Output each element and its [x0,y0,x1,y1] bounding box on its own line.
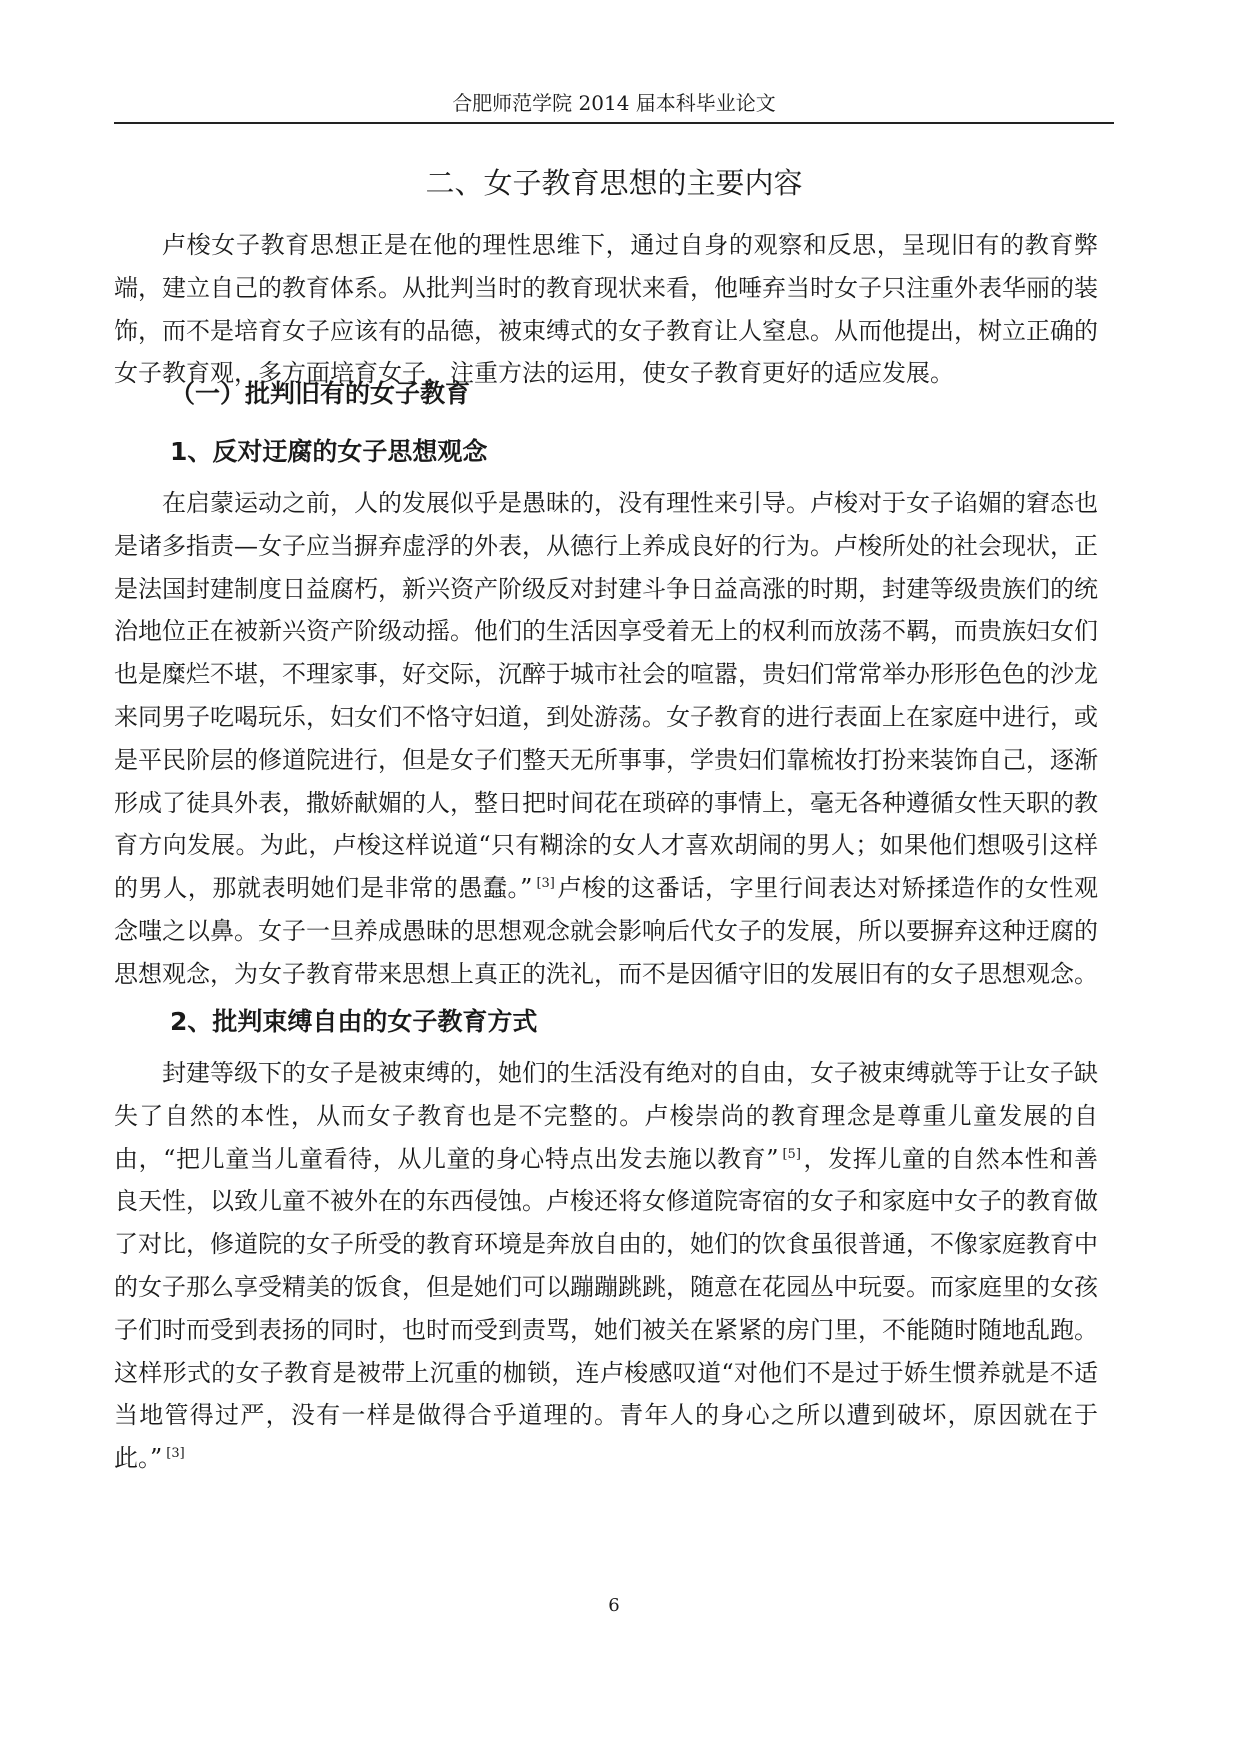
subsection-2-text-b: ，发挥儿童的自然本性和善良天性，以致儿童不被外在的东西侵蚀。卢梭还将女修道院寄宿的女子和家庭中女子的教育做了对比，修道院的女子所受的教育环境是奔放自由的，她们的饮食虽很普通，不像家庭教育中的女子那么享受精美的饭食，但是她们可以蹦蹦跳跳，随意在花园丛中玩耍。而家庭里的女孩子们时而受到表扬的同时，也时而受到责骂，她们被关在紧紧的房门里，不能随时随地乱跑。这样形式的女子教育是被带上沉重的枷锁，连卢梭感叹道“对他们不是过于娇生惯养就是不适当地管得过严，没有一样是做得合乎道理的。青年人的身心之所以遭到破坏，原因就在于此。” [114,1144,1098,1473]
subsection-2-paragraph [114,1052,1098,1480]
citation-ref: [3] [536,876,555,892]
subsection-2-text-a: 封建等级下的女子是被束缚的，她们的生活没有绝对的自由，女子被束缚就等于让女子缺失了自然的本性，从而女子教育也是不完整的。卢梭崇尚的教育理念是尊重儿童发展的自由，“把儿童当儿童看待，从儿童的身心特点出发去施以教育” [114,1059,1098,1173]
citation-ref: [5] [782,1146,801,1162]
subsection-heading-1: 1、反对迂腐的女子思想观念 [170,437,488,466]
running-header [114,84,1114,124]
running-header-title: 合肥师范学院 2014 届本科毕业论文 [452,91,776,115]
subsection-1-text-a: 在启蒙运动之前，人的发展似乎是愚昧的，没有理性来引导。卢梭对于女子谄媚的窘态也是诸多指责—女子应当摒弃虚浮的外表，从德行上养成良好的行为。卢梭所处的社会现状，正是法国封建制度日益腐朽，新兴资产阶级反对封建斗争日益高涨的时期，封建等级贵族们的统治地位正在被新兴资产阶级动摇。他们的生活因享受着无上的权利而放荡不羁，而贵族妇女们也是糜烂不堪，不理家事，好交际，沉醉于城市社会的喧嚣，贵妇们常常举办形形色色的沙龙来同男子吃喝玩乐，妇女们不恪守妇道，到处游荡。女子教育的进行表面上在家庭中进行，或是平民阶层的修道院进行，但是女子们整天无所事事，学贵妇们靠梳妆打扮来装饰自己，逐渐形成了徒具外表，撒娇献媚的人，整日把时间花在琐碎的事情上，毫无各种遵循女性天职的教育方向发展。为此，卢梭这样说道“只有糊涂的女人才喜欢胡闹的男人；如果他们想吸引这样的男人，那就表明她们是非常的愚蠢。” [114,489,1098,903]
intro-paragraph: 卢梭女子教育思想正是在他的理性思维下，通过自身的观察和反思，呈现旧有的教育弊端，建立自己的教育体系。从批判当时的教育现状来看，他唾弃当时女子只注重外表华丽的装饰，而不是培育女子应该有的品德，被束缚式的女子教育让人窒息。从而他提出，树立正确的女子教育观，多方面培育女子，注重方法的运用，使女子教育更好的适应发展。 [114,231,1098,388]
subsection-heading-2: 2、批判束缚自由的女子教育方式 [170,1007,538,1036]
page-number: 6 [608,1595,620,1616]
section-heading-1: （一）批判旧有的女子教育 [170,379,471,408]
subsection-1-text-b: 卢梭的这番话，字里行间表达对矫揉造作的女性观念嗤之以鼻。女子一旦养成愚昧的思想观念就会影响后代女子的发展，所以要摒弃这种迂腐的思想观念，为女子教育带来思想上真正的洗礼，而不是因循守旧的发展旧有的女子思想观念。 [114,874,1098,988]
citation-ref: [3] [166,1446,185,1462]
chapter-title: 二、女子教育思想的主要内容 [425,166,803,200]
subsection-1-paragraph [114,482,1098,996]
